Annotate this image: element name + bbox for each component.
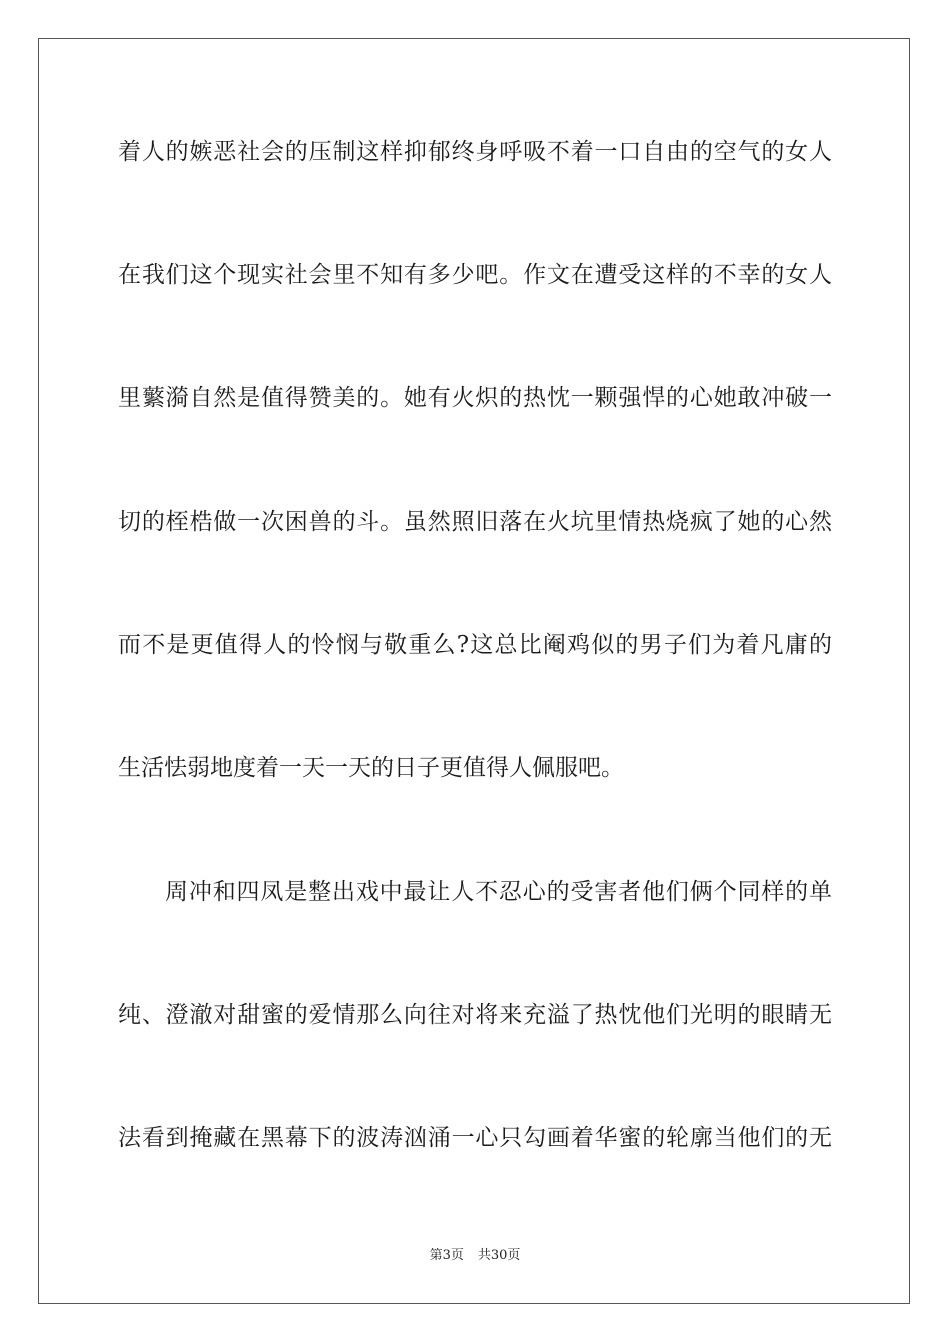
page-total: 共30页 (477, 1248, 521, 1263)
body-text-line: 在我们这个现实社会里不知有多少吧。作文在遭受这样的不幸的女人 (118, 262, 832, 288)
page-border (38, 38, 910, 1304)
body-text-line: 纯、澄澈对甜蜜的爱情那么向往对将来充溢了热忱他们光明的眼睛无 (118, 1002, 832, 1028)
body-text-line: 里蘩漪自然是值得赞美的。她有火炽的热忱一颗强悍的心她敢冲破一 (118, 385, 832, 411)
body-text-line: 着人的嫉恶社会的压制这样抑郁终身呼吸不着一口自由的空气的女人 (118, 139, 832, 165)
body-text-line: 生活怯弱地度着一天一天的日子更值得人佩服吧。 (118, 755, 624, 781)
body-text-line: 而不是更值得人的怜悯与敬重么?这总比阉鸡似的男子们为着凡庸的 (118, 632, 832, 658)
body-text-line: 法看到掩藏在黑幕下的波涛汹涌一心只勾画着华蜜的轮廓当他们的无 (118, 1125, 832, 1151)
page-number: 第3页 (429, 1248, 464, 1263)
paragraph-first-line: 周冲和四凤是整出戏中最让人不忍心的受害者他们俩个同样的单 (165, 879, 832, 905)
page-footer (0, 1247, 950, 1265)
body-text-line: 切的桎梏做一次困兽的斗。虽然照旧落在火坑里情热烧疯了她的心然 (118, 509, 832, 535)
